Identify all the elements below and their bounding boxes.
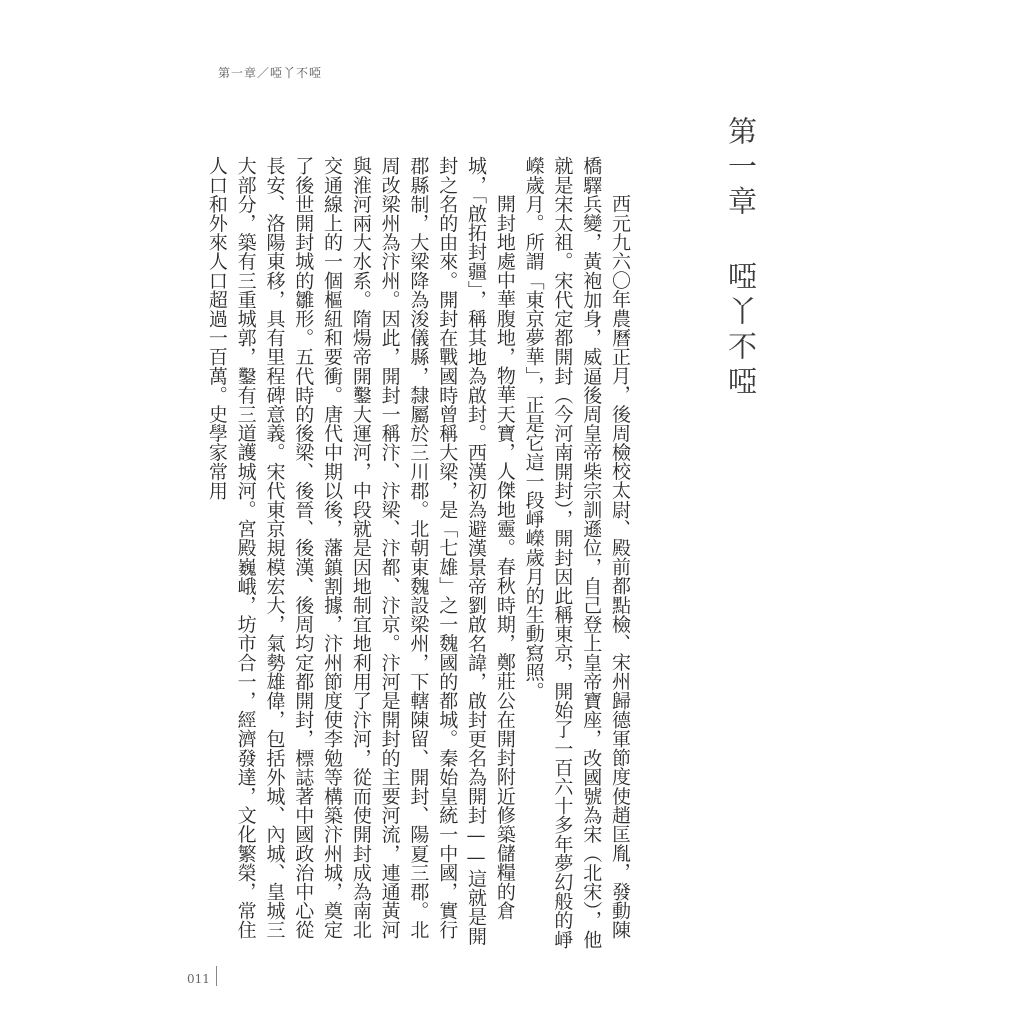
paragraph-1: 西元九六〇年農曆正月，後周檢校太尉、殿前都點檢、宋州歸德軍節度使趙匡胤，發動陳橋驛兵變，黃袍加身，威逼後周皇帝柴宗訓遜位，自己登上皇帝寶座，改國號為宋（北宋），他就是宋太祖。宋代定都開封（今河南開封），開封因此稱東京，開始了一百六十多年夢幻般的崢嶸歲月。所謂「東京夢華」，正是它這一段崢嶸歲月的生動寫照。 <box>522 156 631 949</box>
folio-divider <box>216 966 217 986</box>
paragraph-2: 開封地處中華腹地，物華天寶，人傑地靈。春秋時期，鄭莊公在開封附近修築儲糧的倉城，「啟拓封疆」，稱其地為啟封。西漢初為避漢景帝劉啟名諱，啟封更名為開封——這就是開封之名的由來。開封在戰國時曾稱大梁，是「七雄」之一魏國的都城。秦始皇統一中國，實行郡縣制，大梁降為浚儀縣，隸屬於三川郡。北朝東魏設梁州，下轄陳留、開封、陽夏三郡。北周改梁州為汴州。因此，開封一稱汴、汴梁、汴都、汴京。汴河是開封的主要河流，連通黃河與淮河兩大水系。隋煬帝開鑿大運河，中段就是因地制宜地利用了汴河，從而使開封成為南北交通線上的一個樞紐和要衝。唐代中期以後，藩鎮割據，汴州節度使李勉等構築汴州城，奠定了後世開封城的雛形。五代時的後梁、後晉、後漢、後周均定都開封，標誌著中國政治中心從長安、洛陽東移，具有里程碑意義。宋代東京規模宏大，氣勢雄偉，包括外城、內城、皇城三大部分，築有三重城郭，鑿有三道護城河。宮殿巍峨，坊市合一，經濟發達，文化繁榮，常住人口和外來人口超過一百萬。史學家常用 <box>205 156 516 946</box>
running-head: 第一章／啞丫不啞 <box>218 66 323 80</box>
page-number: 011 <box>187 972 210 986</box>
chapter-title: 第一章 啞丫不啞 <box>724 116 758 401</box>
body-text <box>205 156 634 956</box>
